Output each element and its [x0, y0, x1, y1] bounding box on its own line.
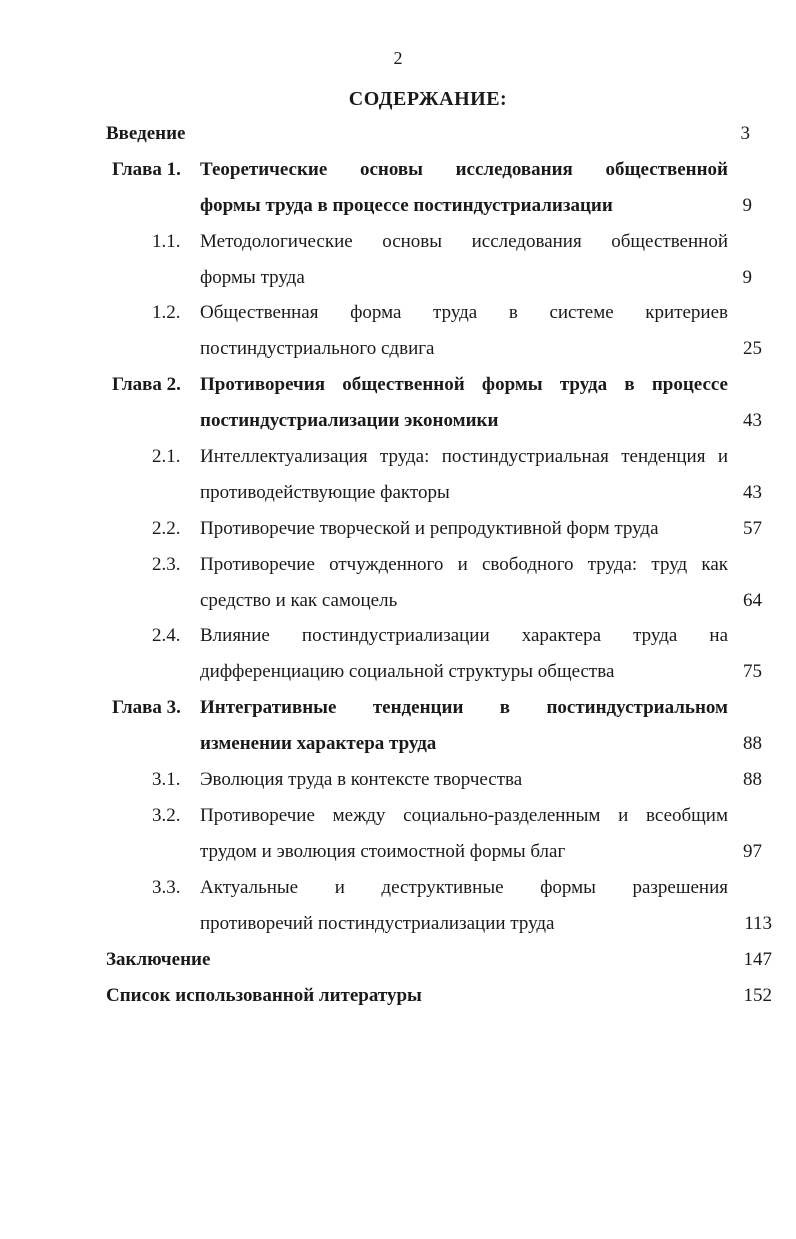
toc-page-number: 43	[743, 410, 762, 431]
toc-chapter-3[interactable]	[112, 696, 772, 756]
toc-page-number: 88	[743, 733, 762, 754]
toc-line-1: Эволюция труда в контексте творчества	[200, 769, 523, 790]
toc-line-2: постиндустриального сдвига	[200, 338, 435, 359]
toc-entry-conclusion[interactable]	[106, 948, 772, 972]
toc-section-2-1[interactable]	[152, 445, 772, 505]
toc-entry-title: Список использованной литературы	[106, 985, 422, 1006]
toc-line-2: трудом и эволюция стоимостной формы благ	[200, 841, 566, 862]
toc-line-2: противодействующие факторы	[200, 482, 450, 503]
toc-chapter-label: Глава 1.	[112, 159, 181, 180]
toc-page-number: 3	[740, 123, 750, 144]
toc-page-number: 113	[744, 913, 772, 934]
toc-line-1: Противоречие между социально-разделенным и всеобщим	[200, 805, 728, 826]
toc-line-1: Противоречия общественной формы труда в процессе	[200, 374, 728, 395]
toc-entry-intro[interactable]	[106, 122, 772, 146]
toc-line-1: Теоретические основы исследования общественной	[200, 159, 728, 180]
toc-page-number: 152	[743, 985, 772, 1006]
toc-line-1: Актуальные и деструктивные формы разрешения	[200, 877, 728, 898]
toc-line-2: противоречий постиндустриализации труда	[200, 913, 555, 934]
toc-chapter-1[interactable]	[112, 158, 772, 218]
toc-section-2-3[interactable]	[152, 553, 772, 613]
toc-section-label: 2.3.	[152, 554, 181, 575]
toc-section-label: 2.2.	[152, 518, 181, 539]
toc-section-label: 3.3.	[152, 877, 181, 898]
page-title: СОДЕРЖАНИЕ:	[348, 88, 508, 110]
toc-section-label: 3.2.	[152, 805, 181, 826]
toc-page-number: 64	[743, 590, 762, 611]
toc-section-label: 1.1.	[152, 231, 181, 252]
toc-section-1-2[interactable]	[152, 301, 772, 361]
toc-line-2: формы труда в процессе постиндустриализации	[200, 195, 613, 216]
toc-line-2: постиндустриализации экономики	[200, 410, 499, 431]
toc-page-number: 9	[742, 267, 752, 288]
toc-section-label: 3.1.	[152, 769, 181, 790]
toc-line-1: Противоречие отчужденного и свободного труда: труд как	[200, 554, 728, 575]
toc-page-number: 97	[743, 841, 762, 862]
toc-entry-bibliography[interactable]	[106, 984, 772, 1008]
toc-section-1-1[interactable]	[152, 230, 772, 290]
toc-page-number: 57	[743, 518, 762, 539]
toc-line-1: Общественная форма труда в системе критериев	[200, 302, 728, 323]
toc-line-1: Влияние постиндустриализации характера труда на	[200, 625, 728, 646]
toc-line-1: Методологические основы исследования общественной	[200, 231, 728, 252]
toc-line-1: Противоречие творческой и репродуктивной форм труда	[200, 518, 659, 539]
toc-page-number: 43	[743, 482, 762, 503]
toc-section-2-4[interactable]	[152, 624, 772, 684]
toc-line-1: Интегративные тенденции в постиндустриальном	[200, 697, 728, 718]
toc-page-number: 25	[743, 338, 762, 359]
toc-section-3-3[interactable]	[152, 876, 772, 936]
toc-section-3-2[interactable]	[152, 804, 772, 864]
toc-chapter-2[interactable]	[112, 373, 772, 433]
toc-entry-title: Введение	[106, 123, 186, 144]
toc-section-2-2[interactable]	[152, 517, 772, 541]
toc-line-2: дифференциацию социальной структуры общества	[200, 661, 615, 682]
toc-page-number: 88	[743, 769, 762, 790]
toc-page-number: 147	[743, 949, 772, 970]
toc-line-2: формы труда	[200, 267, 305, 288]
toc-page-number: 9	[742, 195, 752, 216]
toc-line-1: Интеллектуализация труда: постиндустриальная тенденция и	[200, 446, 728, 467]
toc-section-label: 1.2.	[152, 302, 181, 323]
toc-section-label: 2.4.	[152, 625, 181, 646]
toc-chapter-label: Глава 3.	[112, 697, 181, 718]
toc-line-2: средство и как самоцель	[200, 590, 398, 611]
toc-section-3-1[interactable]	[152, 768, 772, 792]
toc-section-label: 2.1.	[152, 446, 181, 467]
toc-entry-title: Заключение	[106, 949, 211, 970]
toc-page-number: 75	[743, 661, 762, 682]
page-number: 2	[393, 48, 403, 68]
toc-chapter-label: Глава 2.	[112, 374, 181, 395]
toc-line-2: изменении характера труда	[200, 733, 437, 754]
